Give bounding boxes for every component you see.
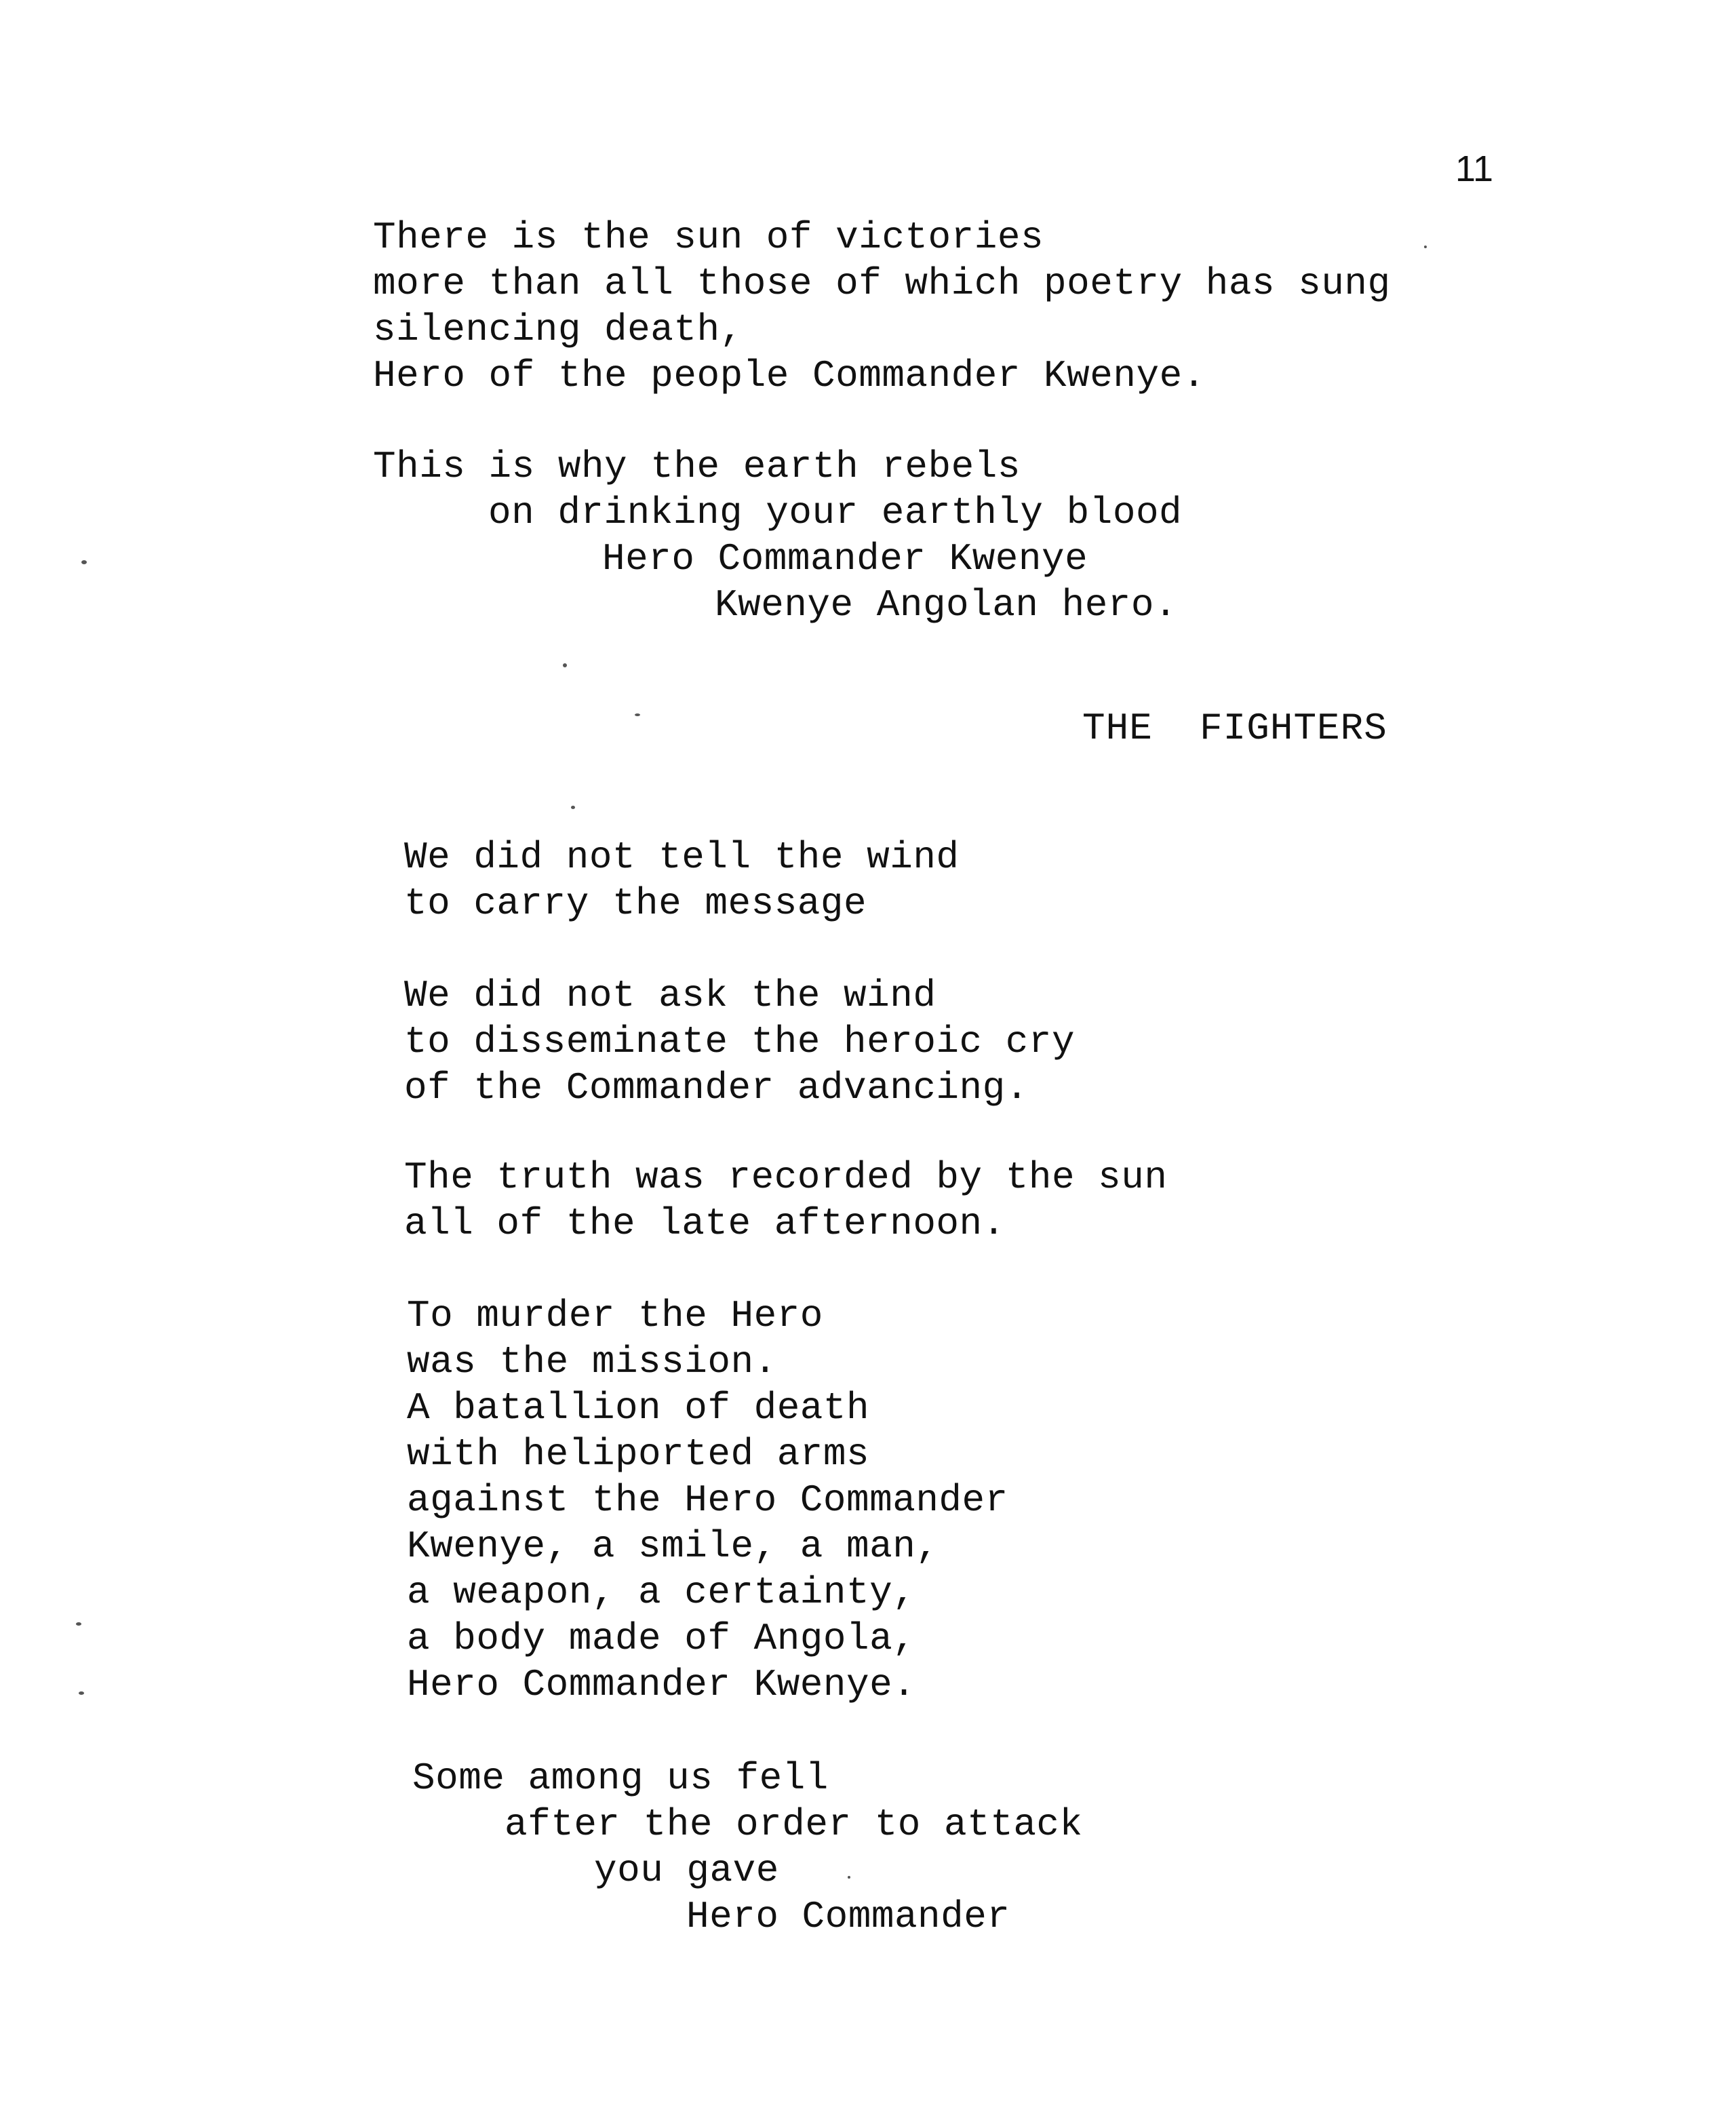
- verse-line: Hero Commander Kwenye: [602, 537, 1088, 581]
- verse-line: a body made of Angola,: [407, 1617, 916, 1660]
- scan-speck: [1424, 246, 1427, 248]
- verse-line: The truth was recorded by the sun: [404, 1156, 1168, 1199]
- scan-speck: [79, 1691, 84, 1695]
- verse-line: you gave: [594, 1849, 779, 1892]
- poem2-stanza4: [407, 1293, 1008, 1708]
- verse-line: Some among us fell: [412, 1757, 829, 1800]
- scan-speck: [81, 560, 87, 564]
- verse-line: on drinking your earthly blood: [488, 491, 1183, 534]
- verse-line: We did not tell the wind: [404, 836, 960, 879]
- verse-line: Kwenye Angolan hero.: [715, 583, 1178, 627]
- scan-speck: [635, 713, 640, 716]
- verse-line: Hero Commander Kwenye.: [407, 1663, 916, 1706]
- verse-line: A batallion of death: [407, 1386, 870, 1430]
- verse-line: after the order to attack: [505, 1803, 1083, 1846]
- verse-line: more than all those of which poetry has sung: [373, 262, 1391, 305]
- verse-line: To murder the Hero: [407, 1294, 823, 1337]
- poem2-stanza3: [404, 1154, 1167, 1247]
- scan-speck: [848, 1876, 850, 1879]
- verse-line: with heliported arms: [407, 1432, 870, 1476]
- verse-line: Hero of the people Commander Kwenye.: [373, 354, 1206, 397]
- page-number: 11: [1455, 149, 1494, 189]
- poem1-stanza1: [373, 214, 1391, 399]
- poem2-stanza1: [404, 834, 960, 926]
- verse-line: silencing death,: [373, 308, 743, 351]
- poem2-stanza2: [404, 973, 1075, 1111]
- poem-title: THE FIGHTERS: [1082, 707, 1387, 750]
- scan-speck: [76, 1622, 81, 1626]
- scan-speck: [563, 663, 567, 667]
- verse-line: to disseminate the heroic cry: [404, 1020, 1076, 1063]
- verse-line: was the mission.: [407, 1340, 777, 1384]
- verse-line: There is the sun of victories: [373, 216, 1044, 259]
- verse-line: Hero Commander: [686, 1895, 1010, 1938]
- verse-line: all of the late afternoon.: [404, 1202, 1006, 1245]
- verse-line: against the Hero Commander: [407, 1478, 1008, 1522]
- verse-line: This is why the earth rebels: [373, 445, 1021, 488]
- verse-line: of the Commander advancing.: [404, 1066, 1029, 1110]
- verse-line: to carry the message: [404, 882, 867, 925]
- poem2-stanza5: [412, 1755, 1083, 1940]
- verse-line: We did not ask the wind: [404, 974, 936, 1017]
- verse-line: a weapon, a certainty,: [407, 1571, 916, 1614]
- scan-speck: [571, 806, 575, 809]
- verse-line: Kwenye, a smile, a man,: [407, 1525, 939, 1568]
- poem1-stanza2: [373, 444, 1182, 628]
